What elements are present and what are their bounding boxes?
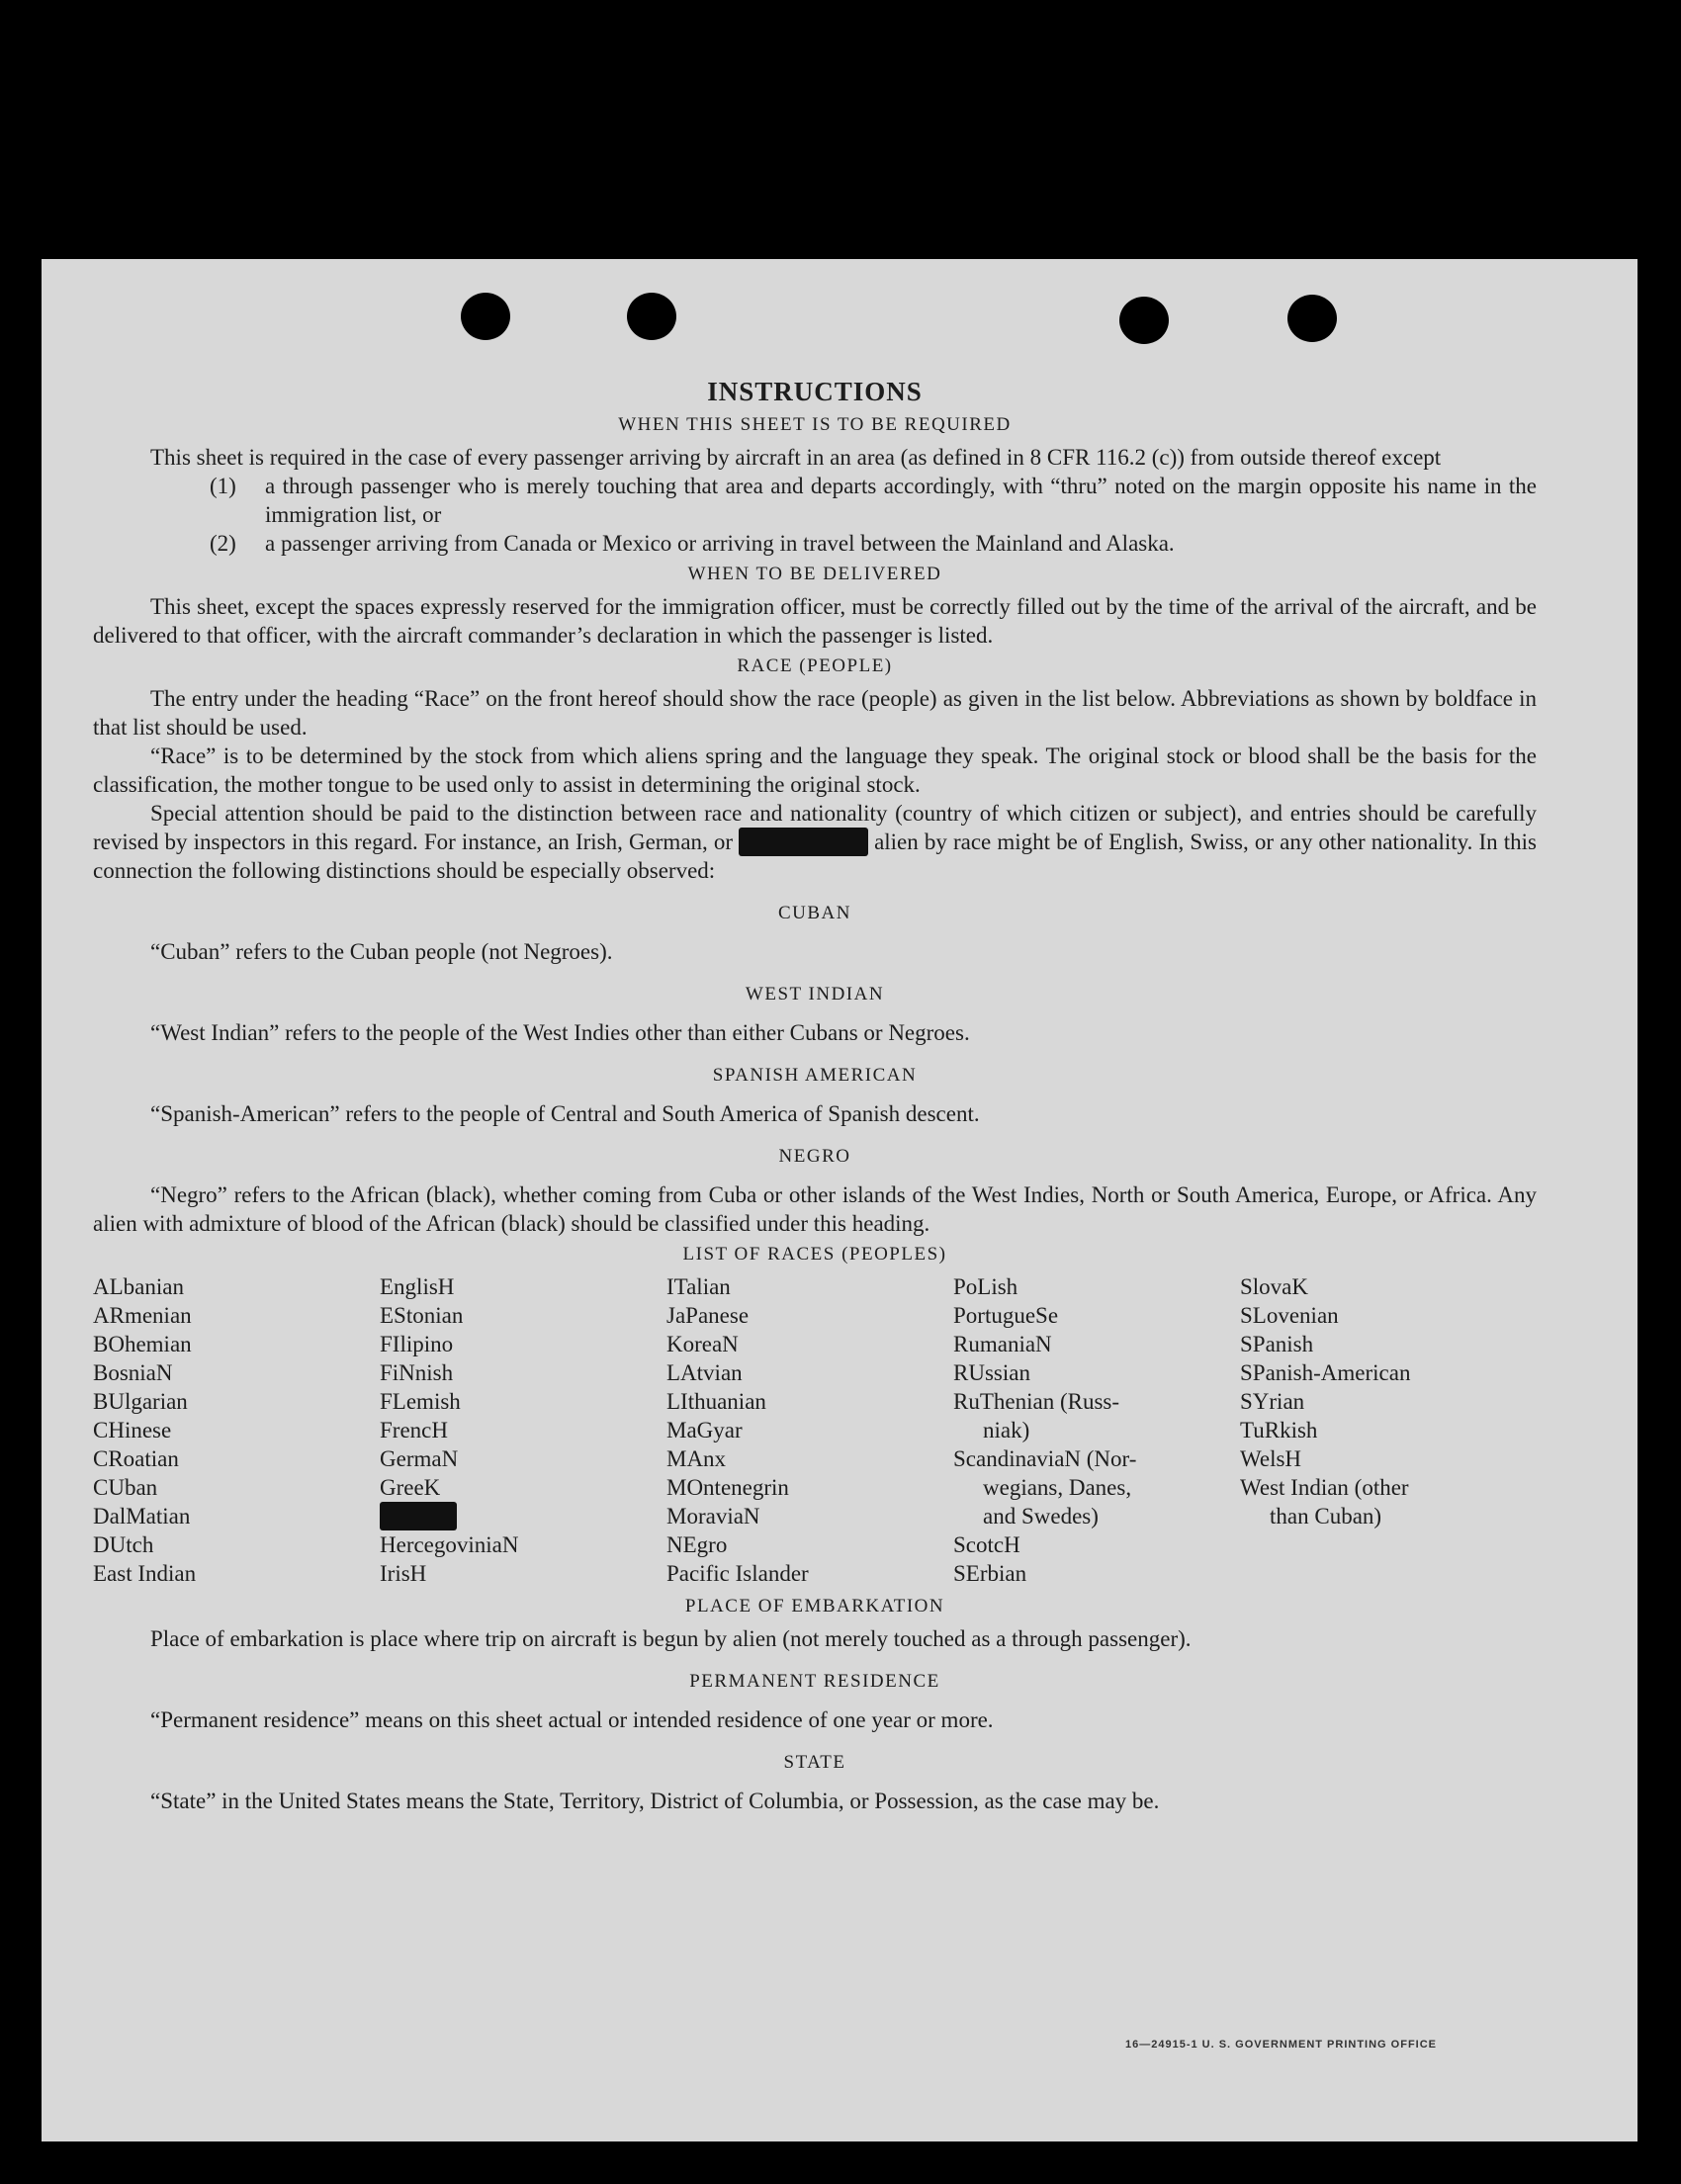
punch-hole [461, 293, 510, 340]
section-heading: STATE [783, 1752, 846, 1773]
redacted-word [739, 828, 868, 856]
race-entry: RuThenian (Russ- [953, 1389, 1120, 1414]
race-entry: KoreaN [666, 1332, 739, 1356]
item-number: (1) [210, 474, 236, 498]
race-entry: Pacific Islander [666, 1561, 809, 1586]
item-text: a passenger arriving from Canada or Mexico or arriving in travel between the Mainland and Alaska. [265, 531, 1175, 556]
race-entry: FIlipino [380, 1332, 454, 1356]
paragraph-text: Special attention should be paid to the distinction between race and nationality (country of which citizen or subject), and entries should be carefully revised by inspectors in this regard. For instance, an Irish, German, or [93, 801, 1537, 854]
race-entry: CUban [93, 1475, 158, 1500]
section-heading: WHEN THIS SHEET IS TO BE REQUIRED [618, 414, 1012, 435]
race-entry: RUssian [953, 1360, 1030, 1385]
race-entry: BosniaN [93, 1360, 173, 1385]
race-entry: SLovenian [1240, 1303, 1339, 1328]
race-entry: SPanish-American [1240, 1360, 1411, 1385]
section-heading: PLACE OF EMBARKATION [684, 1596, 945, 1616]
race-entry: ScotcH [953, 1532, 1020, 1557]
item-text: a through passenger who is merely touching that area and departs accordingly, with “thru” noted on the margin opposite his name in the immigration list, or [265, 474, 1537, 527]
printing-office-footer: 16—24915-1 U. S. GOVERNMENT PRINTING OFFICE [1125, 2039, 1438, 2051]
race-entry: FiNnish [380, 1360, 454, 1385]
race-entry: GreeK [380, 1475, 441, 1500]
section-heading: WEST INDIAN [745, 984, 885, 1005]
race-entry: MoraviaN [666, 1504, 760, 1529]
race-entry: SYrian [1240, 1389, 1305, 1414]
race-entry: SErbian [953, 1561, 1027, 1586]
race-entry: EStonian [380, 1303, 464, 1328]
list-item [210, 529, 1537, 558]
paragraph: “Permanent residence” means on this sheet actual or intended residence of one year or more. [150, 1707, 994, 1732]
race-entry: SPanish [1240, 1332, 1314, 1356]
section-heading: PERMANENT RESIDENCE [689, 1671, 940, 1692]
race-entry: East Indian [93, 1561, 197, 1586]
race-entry: RumaniaN [953, 1332, 1052, 1356]
section-heading: CUBAN [777, 903, 851, 923]
document-page [42, 259, 1637, 2141]
paragraph: This sheet, except the spaces expressly reserved for the immigration officer, must be correctly filled out by the time of the arrival of the aircraft, and be delivered to that officer, with the aircraft commander’s declaration in which the passenger is listed. [93, 594, 1537, 648]
race-entry: BOhemian [93, 1332, 192, 1356]
races-column [93, 1272, 380, 1588]
punch-hole [627, 293, 676, 340]
race-entry: LAtvian [666, 1360, 743, 1385]
race-entry: than Cuban) [1270, 1504, 1382, 1529]
paragraph: “West Indian” refers to the people of the West Indies other than either Cubans or Negroes. [150, 1020, 970, 1045]
race-entry: niak) [983, 1418, 1030, 1442]
race-entry: TuRkish [1240, 1418, 1318, 1442]
section-heading: NEGRO [778, 1146, 851, 1167]
race-entry: SlovaK [1240, 1274, 1308, 1299]
paragraph-text: alien by race might be of English, Swiss, or any other nationality. In this connection the following distinctions should be especially observed: [93, 830, 1538, 883]
race-entry: HercegoviniaN [380, 1532, 519, 1557]
race-entry: ALbanian [93, 1274, 184, 1299]
race-entry: DUtch [93, 1532, 154, 1557]
race-entry: ARmenian [93, 1303, 192, 1328]
paragraph: The entry under the heading “Race” on the front hereof should show the race (people) as given in the list below. Abbreviations as shown by boldface in that list should be used. [93, 686, 1537, 740]
paragraph: “State” in the United States means the State, Territory, District of Columbia, or Possession, as the case may be. [150, 1789, 1160, 1813]
section-heading: SPANISH AMERICAN [712, 1065, 918, 1086]
race-entry: CHinese [93, 1418, 172, 1442]
race-entry: West Indian (other [1240, 1475, 1409, 1500]
race-entry: ITalian [666, 1274, 731, 1299]
paragraph: “Spanish-American” refers to the people of Central and South America of Spanish descent. [150, 1101, 980, 1126]
race-entry: EnglisH [380, 1274, 455, 1299]
paragraph: This sheet is required in the case of every passenger arriving by aircraft in an area (as defined in 8 CFR 116.2 (c)) from outside thereof except [150, 445, 1442, 470]
paragraph: “Cuban” refers to the Cuban people (not Negroes). [150, 939, 613, 964]
paragraph: “Race” is to be determined by the stock from which aliens spring and the language they speak. The original stock or blood shall be the basis for the classification, the mother tongue to be used only to assist in determining the original stock. [93, 743, 1537, 797]
races-column [1240, 1272, 1527, 1588]
race-entry: DalMatian [93, 1504, 191, 1529]
race-entry: JaPanese [666, 1303, 750, 1328]
race-entry: FLemish [380, 1389, 461, 1414]
race-entry: GermaN [380, 1446, 459, 1471]
race-entry: LIthuanian [666, 1389, 766, 1414]
paragraph [93, 799, 1537, 885]
page-title: INSTRUCTIONS [707, 377, 923, 406]
races-column [666, 1272, 953, 1588]
race-entry: PoLish [953, 1274, 1018, 1299]
race-entry: wegians, Danes, [983, 1475, 1132, 1500]
punch-hole [1119, 297, 1169, 344]
instructions-body [93, 378, 1537, 1815]
races-column [380, 1272, 666, 1588]
race-entry: MAnx [666, 1446, 727, 1471]
section-heading: WHEN TO BE DELIVERED [687, 564, 942, 584]
race-entry: PortugueSe [953, 1303, 1059, 1328]
paragraph: “Negro” refers to the African (black), whether coming from Cuba or other islands of the West Indies, North or South America, Europe, or Africa. Any alien with admixture of blood of the African (black) should be classified under this heading. [93, 1182, 1537, 1236]
race-entry: MOntenegrin [666, 1475, 789, 1500]
race-entry: WelsH [1240, 1446, 1302, 1471]
race-entry: MaGyar [666, 1418, 743, 1442]
punch-hole [1287, 295, 1337, 342]
races-column [953, 1272, 1240, 1588]
paragraph: Place of embarkation is place where trip on aircraft is begun by alien (not merely touched as a through passenger). [150, 1626, 1192, 1651]
race-entry: and Swedes) [983, 1504, 1099, 1529]
race-entry-redacted [380, 1502, 666, 1530]
section-heading: LIST OF RACES (PEOPLES) [682, 1244, 947, 1265]
race-entry: FrencH [380, 1418, 448, 1442]
list-item [210, 472, 1537, 529]
race-entry: ScandinaviaN (Nor- [953, 1446, 1137, 1471]
races-table [93, 1272, 1537, 1588]
race-entry: CRoatian [93, 1446, 179, 1471]
item-number: (2) [210, 531, 236, 556]
race-entry: IrisH [380, 1561, 427, 1586]
race-entry: BUlgarian [93, 1389, 188, 1414]
section-heading: RACE (PEOPLE) [737, 655, 893, 676]
race-entry: NEgro [666, 1532, 728, 1557]
